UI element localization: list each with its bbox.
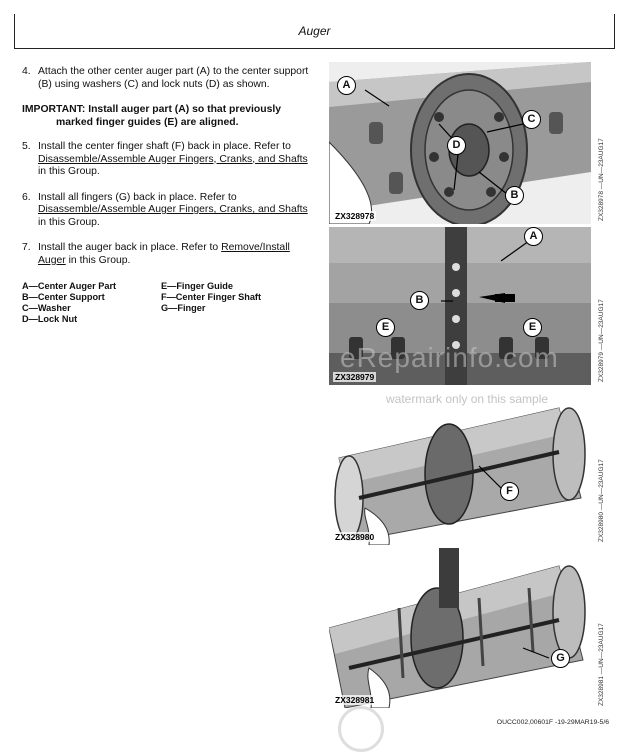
figure-fingers <box>329 548 591 708</box>
figure-side-code: ZX328978 —UN—23AUG17 <box>598 138 605 221</box>
watermark-circle <box>338 706 384 752</box>
page-header <box>14 14 615 49</box>
figure-id: ZX328978 <box>335 211 375 221</box>
document-footer: OUCC002,00601F -19-29MAR19-5/6 <box>496 719 609 726</box>
page-title: Auger <box>298 24 331 38</box>
important-label: IMPORTANT: <box>22 104 86 115</box>
figure-finger-shaft <box>329 388 591 545</box>
step-text: Install the auger back in place. Refer to <box>38 242 222 253</box>
legend-item: G—Finger <box>161 303 206 313</box>
legend-item: D—Lock Nut <box>22 314 78 324</box>
step-text-end: in this Group. <box>38 166 100 177</box>
auger-finger-shaft-illustration <box>329 388 591 545</box>
callout-c: C <box>522 110 541 129</box>
callout-a: A <box>337 76 356 95</box>
step-number: 5. <box>22 141 31 152</box>
watermark-site: eRepairinfo.com <box>340 342 559 373</box>
figure-id: ZX328979 <box>335 372 375 382</box>
auger-fingers-illustration <box>329 548 591 708</box>
step-text: Attach the other center auger part (A) to the center support (B) using washers (C) and lock nuts (D) as shown. <box>38 66 309 90</box>
step-6 <box>22 192 314 230</box>
step-number: 6. <box>22 191 31 203</box>
step-text-end: in this Group. <box>65 254 131 266</box>
step-7 <box>22 242 314 267</box>
step-text: Install the center finger shaft (F) back in place. Refer to <box>38 141 291 152</box>
legend-item: A—Center Auger Part <box>22 281 117 291</box>
figure-side-code: ZX328981 —UN—23AUG17 <box>598 623 605 706</box>
figure-side-code: ZX328979 —UN—23AUG17 <box>598 299 605 382</box>
legend-item: C—Washer <box>22 303 71 313</box>
important-note <box>22 104 314 129</box>
legend-item: E—Finger Guide <box>161 281 233 291</box>
step-number: 7. <box>22 242 31 253</box>
parts-legend <box>22 281 314 325</box>
important-text: Install auger part (A) so that previously marked finger guides (E) are aligned. <box>56 104 282 128</box>
watermark-note: watermark only on this sample <box>386 392 549 406</box>
step-5 <box>22 141 314 179</box>
figure-id: ZX328980 <box>335 532 375 542</box>
reference-link[interactable]: Remove/Install Auger <box>38 242 290 266</box>
figure-center-support <box>329 62 591 224</box>
callout-b: B <box>410 291 429 310</box>
reference-link[interactable]: Disassemble/Assemble Auger Fingers, Cranks, and Shafts <box>38 153 308 165</box>
figure-id: ZX328981 <box>335 695 375 705</box>
step-number: 4. <box>22 66 31 77</box>
callout-d: D <box>447 136 466 155</box>
step-text-end: in this Group. <box>38 216 100 228</box>
callout-f: F <box>500 482 519 501</box>
instructions <box>22 66 314 325</box>
callout-b: B <box>505 186 524 205</box>
callout-a: A <box>524 227 543 246</box>
figure-side-code: ZX328980 —UN—23AUG17 <box>598 459 605 542</box>
step-4 <box>22 66 314 91</box>
reference-link[interactable]: Disassemble/Assemble Auger Fingers, Cranks, and Shafts <box>38 204 308 215</box>
step-text: Install all fingers (G) back in place. Refer to <box>38 191 237 203</box>
legend-item: B—Center Support <box>22 292 105 302</box>
callout-e-right: E <box>523 318 542 337</box>
legend-item <box>161 314 321 325</box>
callout-e-left: E <box>376 318 395 337</box>
callout-g: G <box>551 649 570 668</box>
legend-item: F—Center Finger Shaft <box>161 292 262 302</box>
